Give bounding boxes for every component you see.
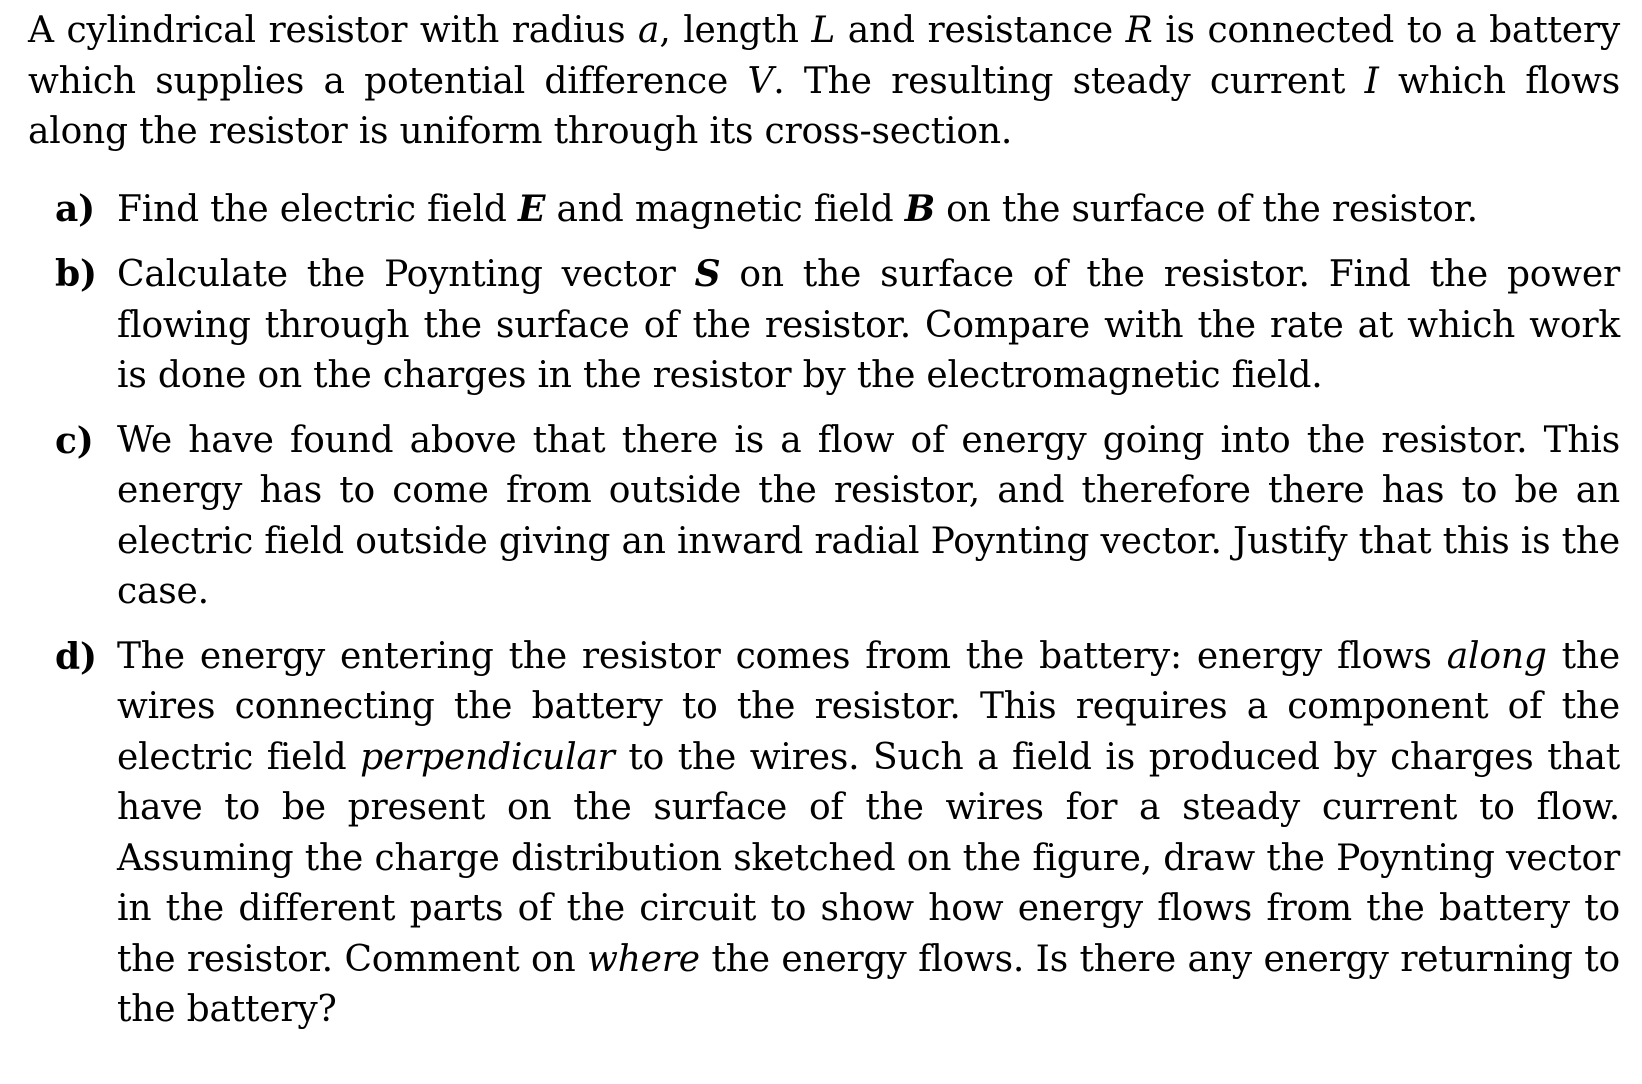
part-b (28, 249, 1620, 402)
part-d-text-1: The energy entering the resistor comes from the battery: energy flows (117, 635, 1447, 677)
vector-E: E (518, 187, 546, 230)
intro-text-5: . The resulting steady current (773, 60, 1365, 102)
emphasis-perpendicular: perpendicular (360, 736, 615, 778)
vector-B: B (904, 187, 935, 230)
var-a: a (638, 10, 660, 51)
part-d-text-4: the energy flows. Is there any energy returning to the battery? (117, 938, 1620, 1030)
part-d-text-2: the wires connecting the battery to the resistor. This requires a component of the electric field (117, 635, 1620, 778)
vector-S: S (694, 253, 721, 295)
intro-text-6: which flows along the resistor is uniform through its cross-section. (28, 60, 1620, 152)
part-a (28, 184, 1620, 236)
part-c-text-1: We have found above that there is a flow of energy going into the resistor. This energy has to come from outside the resistor, and therefore there has to be an electric field outside giving an inward radial Poynting vector. Justify that this is the case. (117, 419, 1620, 612)
var-R: R (1125, 10, 1153, 51)
problem-intro (28, 6, 1620, 158)
part-a-text-3: on the surface of the resistor. (934, 188, 1478, 230)
var-V: V (747, 60, 774, 102)
intro-text-4: is connected to a battery which supplies a potential difference (28, 10, 1620, 102)
part-d (28, 632, 1620, 1036)
part-b-text-2: on the surface of the resistor. Find the power flowing through the surface of the resistor. Compare with the rate at which work is done on the charges in the resistor by the electromagnetic field. (117, 254, 1620, 396)
emphasis-along: along (1446, 635, 1547, 677)
var-L: L (811, 10, 836, 51)
intro-text-1: A cylindrical resistor with radius (28, 10, 639, 51)
part-b-label: b) (55, 253, 97, 295)
part-c-label: c) (55, 419, 94, 462)
question-parts (28, 184, 1620, 1036)
part-d-text-3: to the wires. Such a field is produced by charges that have to be present on the surface of the wires for a steady current to flow. Assuming the charge distribution sketched on the figure, draw the Poynting vector in the different parts of the circuit to show how energy flows from the battery to the resistor. Comment on (117, 736, 1620, 980)
part-c (28, 416, 1620, 618)
var-I: I (1364, 60, 1379, 102)
emphasis-where: where (587, 938, 700, 980)
part-b-text-1: Calculate the Poynting vector (117, 254, 695, 295)
part-a-label: a) (55, 187, 95, 230)
part-a-text-1: Find the electric field (117, 188, 518, 230)
part-a-text-2: and magnetic field (545, 188, 905, 230)
part-d-label: d) (55, 635, 97, 678)
intro-text-2: , length (659, 10, 812, 51)
intro-text-3: and resistance (835, 10, 1126, 51)
